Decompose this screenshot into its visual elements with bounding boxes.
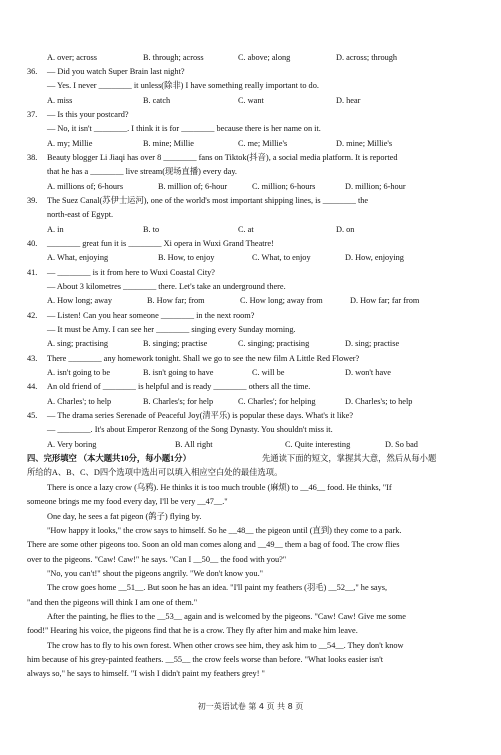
q41-options bbox=[0, 294, 501, 308]
q41-line1: — ________ is it from here to Wuxi Coastal City? bbox=[47, 268, 215, 277]
passage-line bbox=[0, 624, 501, 638]
q39-options bbox=[0, 223, 501, 237]
q44-option-b: B. Charles's; for help bbox=[143, 397, 214, 406]
q36-line2-row bbox=[0, 79, 501, 93]
passage-line bbox=[0, 567, 501, 581]
passage-line-13: him because of his grey-painted feathers. __55__ the crow feels worse than before. "What looks easier isn't bbox=[27, 655, 383, 664]
passage-line-7: "No, you can't!" shout the pigeons angrily. "We don't know you." bbox=[47, 569, 264, 578]
q42-stem bbox=[0, 309, 501, 323]
q42-option-b: B. singing; practise bbox=[143, 339, 208, 348]
q45-option-b: B. All right bbox=[175, 440, 213, 449]
q40-options bbox=[0, 251, 501, 265]
q41-option-c: C. How long; away from bbox=[240, 296, 323, 305]
q36-number: 36. bbox=[27, 67, 38, 76]
q44-option-d: D. Charles's; to help bbox=[345, 397, 413, 406]
q44-option-a: A. Charles'; to help bbox=[47, 397, 112, 406]
passage-line-9: "and then the pigeons will think I am one of them." bbox=[27, 598, 198, 607]
q43-option-b: B. isn't going to have bbox=[143, 368, 214, 377]
q41-stem bbox=[0, 266, 501, 280]
q41-line2-row bbox=[0, 280, 501, 294]
q38-option-c: C. million; 6-hours bbox=[252, 182, 316, 191]
q40-option-c: C. What, to enjoy bbox=[252, 253, 311, 262]
q40-option-b: B. How, to enjoy bbox=[158, 253, 215, 262]
q39-line2-row bbox=[0, 208, 501, 222]
q43-option-c: C. will be bbox=[252, 368, 285, 377]
passage-line-3: One day, he sees a fat pigeon (鸽子) flying by. bbox=[47, 512, 202, 521]
q40-line1: ________ great fun it is ________ Xi opera in Wuxi Grand Theatre! bbox=[47, 239, 274, 248]
q38-option-d: D. million; 6-hour bbox=[345, 182, 406, 191]
q38-option-a: A. millions of; 6-hours bbox=[47, 182, 124, 191]
q44-stem bbox=[0, 380, 501, 394]
q37-option-c: C. me; Millie's bbox=[238, 139, 288, 148]
q40-number: 40. bbox=[27, 239, 38, 248]
passage-line-14: always so," he says to himself. "I wish I didn't paint my feathers grey! " bbox=[27, 669, 265, 678]
passage-line bbox=[0, 653, 501, 667]
q44-number: 44. bbox=[27, 382, 38, 391]
q37-number: 37. bbox=[27, 110, 38, 119]
passage-line bbox=[0, 553, 501, 567]
passage-line bbox=[0, 524, 501, 538]
q40-stem bbox=[0, 237, 501, 251]
q41-option-a: A. How long; away bbox=[47, 296, 112, 305]
q37-stem bbox=[0, 108, 501, 122]
q38-stem bbox=[0, 151, 501, 165]
q45-option-a: A. Very boring bbox=[47, 440, 97, 449]
q44-line1: An old friend of ________ is helpful and is ready ________ others all the time. bbox=[47, 382, 311, 391]
q43-option-d: D. won't have bbox=[345, 368, 391, 377]
passage-line bbox=[0, 481, 501, 495]
q37-option-a: A. my; Millie bbox=[47, 139, 93, 148]
passage-line bbox=[0, 538, 501, 552]
q45-line1: — The drama series Serenade of Peaceful Joy(清平乐) is popular these days. What's it like? bbox=[47, 411, 354, 420]
q43-stem bbox=[0, 352, 501, 366]
q43-number: 43. bbox=[27, 354, 38, 363]
q40-option-d: D. How, enjoying bbox=[345, 253, 404, 262]
q38-option-b: B. million of; 6-hour bbox=[158, 182, 228, 191]
q36-options bbox=[0, 94, 501, 108]
section-instruction-row bbox=[0, 466, 501, 480]
q36-stem bbox=[0, 65, 501, 79]
q44-options bbox=[0, 395, 501, 409]
q45-line2: — ________. It's about Emperor Renzong of the Song Dynasty. You shouldn't miss it. bbox=[47, 425, 333, 434]
q37-line1: — Is this your postcard? bbox=[47, 110, 129, 119]
q36-option-b: B. catch bbox=[143, 96, 171, 105]
q38-line1: Beauty blogger Li Jiaqi has over 8 ________ fans on Tiktok(抖音), a social media platform. It is reported bbox=[47, 153, 398, 162]
passage-line bbox=[0, 495, 501, 509]
q39-option-d: D. on bbox=[336, 225, 355, 234]
q45-option-c: C. Quite interesting bbox=[285, 440, 351, 449]
q42-option-a: A. sing; practising bbox=[47, 339, 109, 348]
passage-line-8: The crow goes home __51__. But soon he has an idea. "I'll paint my feathers (羽毛) __52__," he says, bbox=[47, 583, 388, 592]
q45-stem bbox=[0, 409, 501, 423]
section-header bbox=[0, 452, 501, 466]
q43-options bbox=[0, 366, 501, 380]
q37-line2: — No, it isn't ________. I think it is for ________ because there is her name on it. bbox=[47, 124, 321, 133]
q39-option-b: B. to bbox=[143, 225, 160, 234]
q43-line1: There ________ any homework tonight. Shall we go to see the new film A Little Red Flower? bbox=[47, 354, 360, 363]
section-instruction-2: 所给的A、B、C、D四个选项中选出可以填入相应空白处的最佳选项。 bbox=[27, 468, 283, 477]
passage-line bbox=[0, 510, 501, 524]
section-instruction-1: 先通读下面的短文，掌握其大意，然后从每小题 bbox=[262, 454, 437, 463]
q35-option-d: D. across; through bbox=[336, 53, 398, 62]
q42-number: 42. bbox=[27, 311, 38, 320]
q37-option-b: B. mine; Millie bbox=[143, 139, 194, 148]
passage-line-2: someone brings me my food every day, I'll be very __47__." bbox=[27, 497, 228, 506]
q42-option-c: C. singing; practising bbox=[238, 339, 310, 348]
passage-line-6: over to the pigeons. "Caw! Caw!" he says. "Can I __50__ the food with you?" bbox=[27, 555, 287, 564]
q45-option-d: D. So bad bbox=[385, 440, 418, 449]
q38-number: 38. bbox=[27, 153, 38, 162]
passage-line-5: There are some other pigeons too. Soon an old man comes along and __49__ them a bag of food. The crow flies bbox=[27, 540, 400, 549]
q45-options bbox=[0, 438, 501, 452]
passage-line-4: "How happy it looks," the crow says to himself. So he __48__ the pigeon until (直到) they come to a park. bbox=[47, 526, 402, 535]
passage-line-11: food!" Hearing his voice, the pigeons find that he is a crow. They fly after him and make him leave. bbox=[27, 626, 358, 635]
q45-line2-row bbox=[0, 423, 501, 437]
q35-option-b: B. through; across bbox=[143, 53, 204, 62]
page-footer: 初一英语试卷 第 4 页 共 8 页 bbox=[197, 702, 304, 711]
q39-option-c: C. at bbox=[238, 225, 254, 234]
q39-option-a: A. in bbox=[47, 225, 64, 234]
q45-number: 45. bbox=[27, 411, 38, 420]
q44-option-c: C. Charles'; for helping bbox=[238, 397, 316, 406]
q36-line2: — Yes. I never ________ it unless(除非) I have something really important to do. bbox=[47, 81, 319, 90]
passage-line-12: The crow has to fly to his own forest. When other crows see him, they ask him to __54__. They don't know bbox=[47, 641, 404, 650]
q36-option-a: A. miss bbox=[47, 96, 73, 105]
q38-line2: that he has a ________ live stream(现场直播) every day. bbox=[47, 167, 238, 176]
passage-line bbox=[0, 596, 501, 610]
q36-option-d: D. hear bbox=[336, 96, 361, 105]
q37-option-d: D. mine; Millie's bbox=[336, 139, 393, 148]
section-title: 四、完形填空 （本大题共10分，每小题1分） bbox=[27, 454, 191, 463]
q40-option-a: A. What, enjoying bbox=[47, 253, 109, 262]
passage-line bbox=[0, 639, 501, 653]
q39-stem bbox=[0, 194, 501, 208]
q42-options bbox=[0, 337, 501, 351]
q37-line2-row bbox=[0, 122, 501, 136]
passage-line-10: After the painting, he flies to the __53__ again and is welcomed by the pigeons. "Caw! Caw! Give me some bbox=[47, 612, 406, 621]
q38-options bbox=[0, 180, 501, 194]
q35-option-c: C. above; along bbox=[238, 53, 291, 62]
q41-number: 41. bbox=[27, 268, 38, 277]
q42-option-d: D. sing; practise bbox=[345, 339, 400, 348]
q36-option-c: C. want bbox=[238, 96, 264, 105]
q39-number: 39. bbox=[27, 196, 38, 205]
q42-line2-row bbox=[0, 323, 501, 337]
q39-line1: The Suez Canal(苏伊士运河), one of the world's most important shipping lines, is ________ the bbox=[47, 196, 369, 205]
q42-line1: — Listen! Can you hear someone ________ in the next room? bbox=[47, 311, 255, 320]
q39-line2: north-east of Egypt. bbox=[47, 210, 114, 219]
passage-line bbox=[0, 581, 501, 595]
passage-line bbox=[0, 667, 501, 681]
q36-line1: — Did you watch Super Brain last night? bbox=[47, 67, 185, 76]
q35-option-a: A. over; across bbox=[47, 53, 97, 62]
q41-line2: — About 3 kilometres ________ there. Let's take an underground there. bbox=[47, 282, 286, 291]
q42-line2: — It must be Amy. I can see her ________ singing every Sunday morning. bbox=[47, 325, 296, 334]
passage-line-1: There is once a lazy crow (乌鸦). He thinks it is too much trouble (麻烦) to __46__ food. He thinks, "If bbox=[47, 483, 392, 492]
q41-option-b: B. How far; from bbox=[147, 296, 205, 305]
q35-options bbox=[0, 51, 501, 65]
q37-options bbox=[0, 137, 501, 151]
q38-line2-row bbox=[0, 165, 501, 179]
q43-option-a: A. isn't going to be bbox=[47, 368, 111, 377]
q41-option-d: D. How far; far from bbox=[350, 296, 420, 305]
passage-line bbox=[0, 610, 501, 624]
